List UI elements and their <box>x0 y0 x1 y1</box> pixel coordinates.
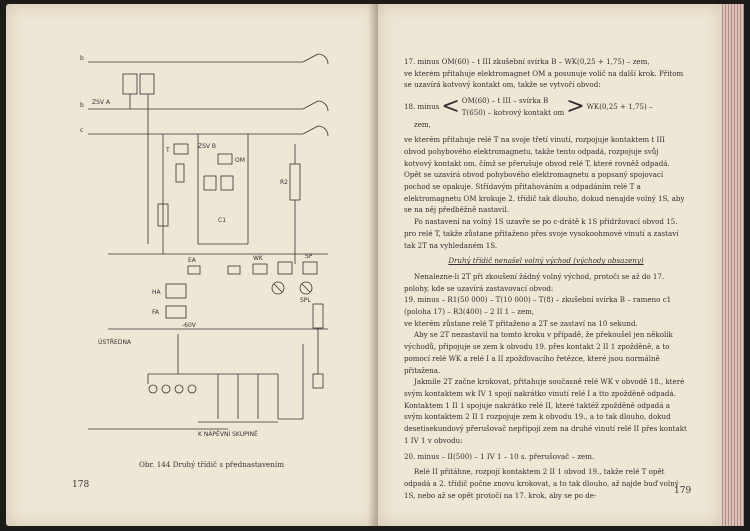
eq18-top: OM(60) – t III – svírka B <box>461 96 549 106</box>
label-b: b <box>80 102 84 109</box>
equation-18 <box>404 95 688 118</box>
label-c1: C1 <box>218 217 227 224</box>
right-page <box>378 4 722 526</box>
label-spl: SPL <box>300 297 311 304</box>
label-fa: FA <box>152 309 160 316</box>
label-r2: R2 <box>280 179 288 186</box>
section-heading: Druhý třídič nenašel volný východ (východy obsazeny) <box>448 256 644 266</box>
paragraph-3: Po nastavení na volný 1S uzavře se po c-drátě k 1S přidržovací obvod 15. pro relé T, takže zůstane přitaženo přes svoje vysokoohmové vinutí a zastaví tak 2T na vyhledaném 1S. <box>404 217 679 250</box>
paragraph-2: ve kterém přitahuje relé T na svoje třetí vinutí, rozpojuje kontaktem t III obvod pohybového elektromagnetu, takže tento odpadá, rozpojuje svůj kotvový kontakt om, čímž se přerušuje obvod relé T, které rovněž odpadá. Opět se uzavírá obvod pohybového elektromagnetu a popsaný spojovací pochod se opakuje. Střídavým přitahováním a odpadáním relé T a elektromagnetu OM krokuje 2. třídič tak dlouho, dokud nenajde volný 1S, aby se na něj předběžně nastavil. <box>404 135 685 215</box>
paragraph-6: Aby se 2T nezastavil na tomto kroku v případě, že překoušel jen několik východů, připojuje se zem k obvodu 19. přes kontakt 2 II 1 zpožděně, a to pomocí relé WK a relé I a II zpožďovacího řetězce, které jsou normálně přitažena. <box>404 330 673 375</box>
label-zsv-a: ZSV A <box>92 99 111 106</box>
paragraph-4: Nenalezne-li 2T při zkoušení žádný volný východ, protoči se až do 17. polohy, kde se uzavírá zastavovací obvod: <box>404 271 665 293</box>
paragraph-8: Relé II přitáhne, rozpojí kontaktem 2 II 1 obvod 19., takže relé T opět odpadá a 2. třídič počne znovu krokovat, a to tak dlouho, až najde buď volný 1S, nebo až se opět protočí na 17. krok, aby se po de- <box>404 467 679 500</box>
label-ea: EA <box>188 257 196 264</box>
label-t: T <box>166 147 170 154</box>
label-c: c <box>80 127 84 134</box>
paragraph-1: ve kterém přitahuje elektromagnet OM a posunuje volič na další krok. Přitom se uzavírá kotvový kontakt om, takže se vytvoří obvod: <box>404 68 684 90</box>
label-ustredna: ÚSTŘEDNA <box>98 339 132 346</box>
label-sp: SP <box>305 253 313 260</box>
label-b-top: b <box>80 55 84 62</box>
label-wk: WK <box>253 255 263 262</box>
page-number-right: 179 <box>674 486 692 496</box>
page-text <box>404 56 688 501</box>
equation-20: 20. minus – II(500) – 1 IV 1 – 10 s. přerušovač – zem. <box>404 451 595 461</box>
label-om: OM <box>235 157 245 164</box>
label-minus60: -60V <box>182 322 196 329</box>
page-edges <box>722 4 744 526</box>
eq18-bottom: T(650) – kotvový kontakt om <box>461 107 565 117</box>
paragraph-eq17: 17. minus OM(60) – t III zkušební svírka B – WK(0,25 + 1,75) – zem, <box>404 57 650 66</box>
right-brace-icon: > <box>566 93 585 119</box>
label-k-napevni: K NÁPĚVNÍ SKUPINĚ <box>198 431 258 438</box>
figure-caption: Obr. 144 Druhý třídič s přednastavením <box>139 460 285 469</box>
eq18-suffix: WK(0,25 + 1,75) – <box>586 101 653 111</box>
paragraph-7: Jakmile 2T začne krokovat, přitahuje současně relé WK v obvodě 18., které svým kontaktem wk IV 1 spojí nakrátko vinutí relé I a tto zpožděně odpadá. Kontaktem 1 II 1 spojuje nakrátko relé II, které taktéž zpožděně odpadá a svým kontaktem 2 II 1 rozpojuje zem k obvodu 19., a to tak dlouho, dokud desetisekundový přerušovač nepřipojí zem na druhé vinutí relé II přes kontakt 1 IV 1 v obvodu: <box>404 377 687 445</box>
left-brace-icon: < <box>441 93 460 119</box>
circuit-diagram <box>78 44 348 454</box>
eq18-end: zem, <box>414 119 431 129</box>
paragraph-5: ve kterém zůstane relé T přitaženo a 2T se zastaví na 10 sekund. <box>404 318 638 328</box>
page-number-left: 178 <box>72 480 90 490</box>
label-ha: HA <box>152 289 161 296</box>
book-spread <box>6 4 744 526</box>
eq18-prefix: 18. minus <box>404 101 440 111</box>
left-page <box>6 4 378 526</box>
paragraph-eq19: 19. minus – R1(50 000) – T(10 000) – T(8) – zkušební svírka B – rameno c1 (poloha 17) – R3(400) – 2 II 1 – zem, <box>404 295 672 317</box>
label-zsv-b: ZSV B <box>198 143 217 150</box>
